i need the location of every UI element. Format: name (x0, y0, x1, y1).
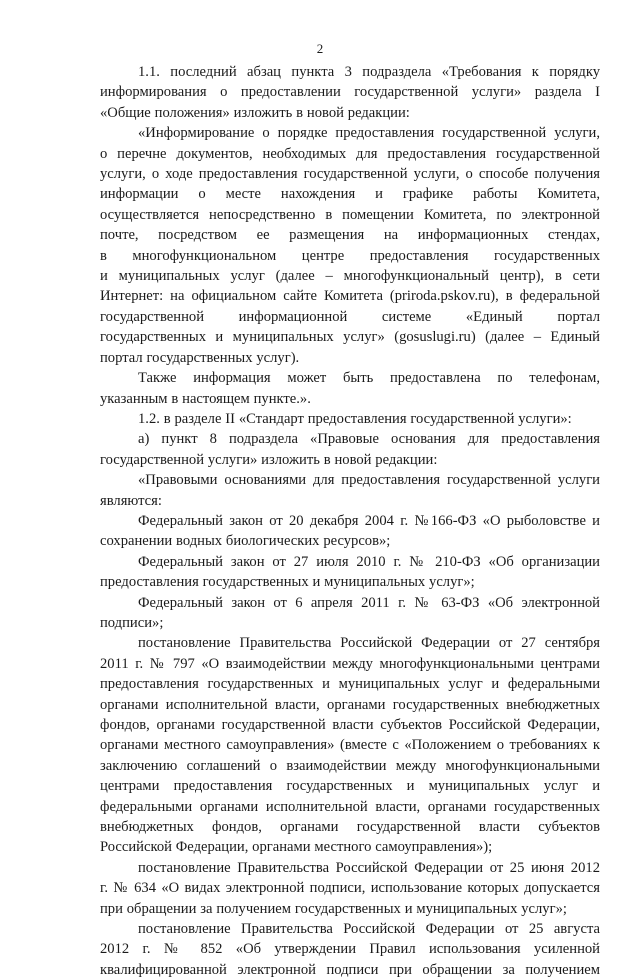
paragraph-line: портал государственных услуг). (100, 349, 300, 366)
paragraph-line: 2011 г. № 797 «О взаимодействии между многофункциональными центрами (100, 655, 600, 672)
paragraph-line: указанным в настоящем пункте.». (100, 390, 311, 407)
paragraph-line: подписи»; (100, 614, 164, 631)
paragraph-line: услуги, о ходе предоставления государственной услуги, о способе получения (100, 166, 600, 183)
paragraph-line: постановление Правительства Российской Федерации от 27 сентября (138, 635, 600, 652)
paragraph-line: о перечне документов, необходимых для предоставления государственной (100, 145, 600, 162)
paragraph-line: 1.1. последний абзац пункта 3 подраздела «Требования к порядку (138, 64, 600, 80)
paragraph-line: государственной информационной системе «Единый портал (100, 308, 600, 325)
paragraph-line: центрами предоставления государственных и муниципальных услуг и (100, 778, 600, 795)
paragraph-line: федеральными органами исполнительной власти, органами государственных (100, 798, 600, 815)
paragraph-line: квалифицированной электронной подписи при обращении за получением (100, 961, 600, 978)
paragraph-line: внебюджетных фондов, органами государственной власти субъектов (100, 819, 600, 836)
paragraph-line: фондов, органами государственной власти субъектов Российской Федерации, (100, 717, 600, 733)
paragraph-line: Федеральный закон от 27 июля 2010 г. № 210-ФЗ «Об организации (138, 553, 600, 570)
paragraph-line: при обращении за получением государственных и муниципальных услуг»; (100, 900, 567, 917)
paragraph-line: Также информация может быть предоставлена по телефонам, (138, 370, 600, 387)
paragraph-line: государственной услуги» изложить в новой редакции: (100, 451, 438, 468)
paragraph-line: «Общие положения» изложить в новой редакции: (100, 104, 410, 121)
paragraph-line: «Информирование о порядке предоставления государственной услуги, (138, 125, 600, 142)
paragraph-line: предоставления государственных и муниципальных услуг»; (100, 574, 475, 591)
paragraph-line: Российской Федерации, органами местного самоуправления»); (100, 839, 493, 856)
paragraph-line: а) пункт 8 подраздела «Правовые основания для предоставления (138, 431, 600, 448)
paragraph-line: заключению соглашений о взаимодействии между многофункциональными (100, 757, 600, 774)
paragraph-line: государственных и муниципальных услуг» (gosuslugi.ru) (далее – Единый (100, 329, 600, 346)
document-body (100, 62, 600, 980)
paragraph-line: г. № 634 «О видах электронной подписи, использование которых допускается (100, 880, 600, 897)
paragraph-line: органами местного самоуправления» (вместе с «Положением о требованиях к (100, 737, 600, 754)
paragraph-line: осуществляется непосредственно в помещении Комитета, по электронной (100, 206, 600, 223)
paragraph-line: Федеральный закон от 20 декабря 2004 г. №166-ФЗ «О рыболовстве и (138, 512, 600, 529)
paragraph-line: постановление Правительства Российской Федерации от 25 июня 2012 (138, 859, 600, 876)
paragraph-line: органами исполнительной власти, органами государственных внебюджетных (100, 696, 600, 713)
paragraph-line: предоставления государственных и муниципальных услуг и федеральными (100, 676, 600, 693)
paragraph-line: почте, посредством ее размещения на информационных стендах, (100, 227, 600, 244)
paragraph-line: 2012 г. № 852 «Об утверждении Правил использования усиленной (100, 941, 600, 958)
paragraph-line: Интернет: на официальном сайте Комитета (priroda.pskov.ru), в федеральной (100, 288, 600, 305)
paragraph-line: «Правовыми основаниями для предоставления государственной услуги (138, 472, 600, 489)
paragraph-line: информирования о предоставлении государственной услуги» раздела I (100, 84, 600, 101)
paragraph-line: 1.2. в разделе II «Стандарт предоставления государственной услуги»: (138, 410, 572, 427)
paragraph-line: Федеральный закон от 6 апреля 2011 г. № 63-ФЗ «Об электронной (138, 594, 600, 611)
paragraph-line: в многофункциональном центре предоставления государственных (100, 247, 600, 264)
paragraph-line: и муниципальных услуг (далее – многофункциональный центр), в сети (100, 268, 600, 285)
paragraph-line: информации о месте нахождения и графике работы Комитета, (100, 186, 600, 203)
paragraph-line: сохранении водных биологических ресурсов»; (100, 533, 391, 550)
page-number: 2 (316, 41, 324, 56)
paragraph-line: постановление Правительства Российской Федерации от 25 августа (138, 921, 600, 938)
paragraph-line: являются: (100, 492, 162, 509)
